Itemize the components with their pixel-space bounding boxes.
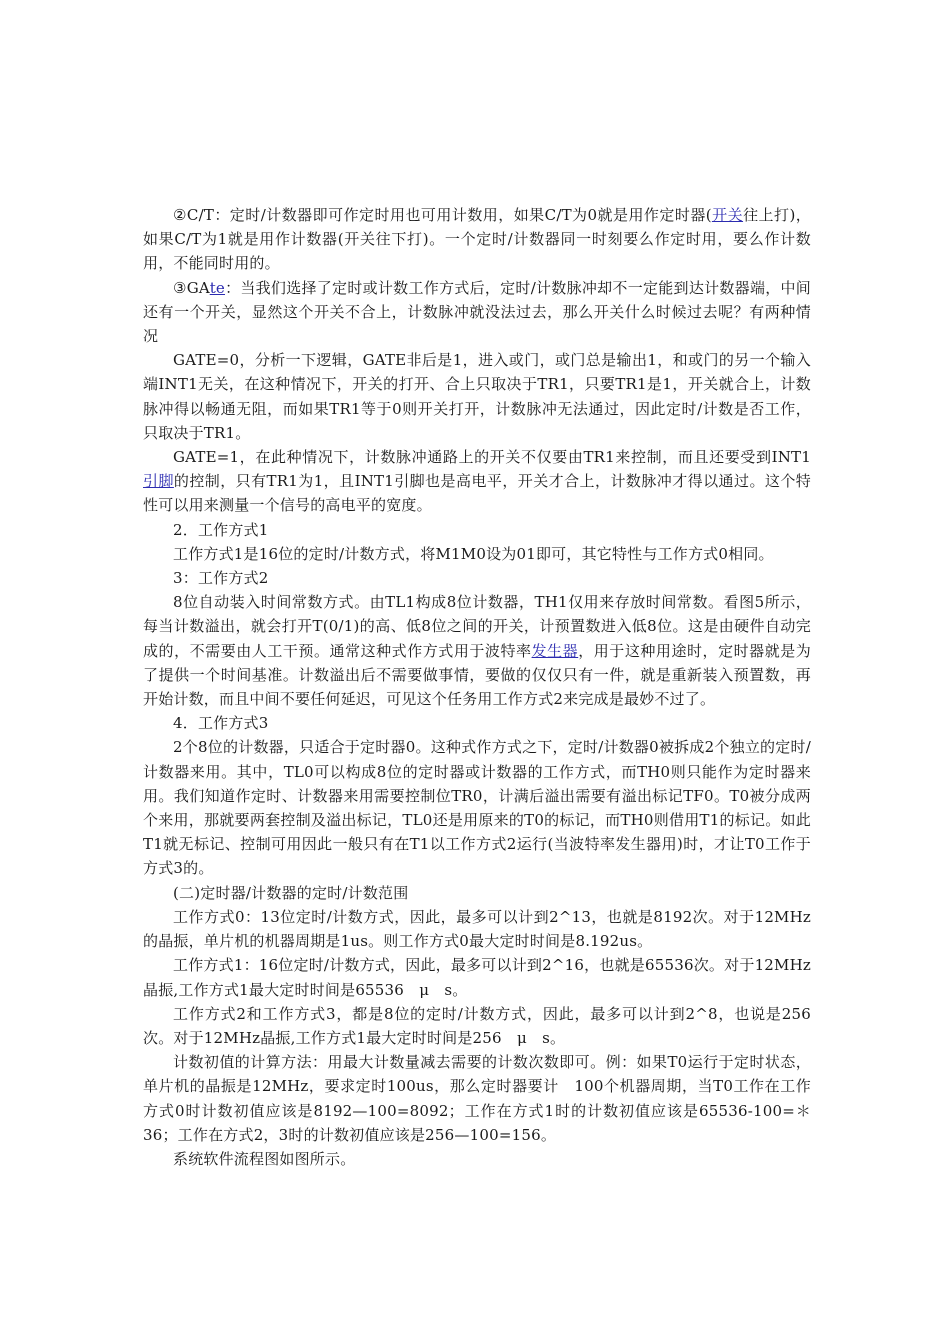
document-body	[143, 203, 811, 1171]
text-run: ：当我们选择了定时或计数工作方式后，定时/计数脉冲却不一定能到达计数器端，中间还有一个开关，显然这个开关不合上，计数脉冲就没法过去，那么开关什么时候过去呢？有两种情况	[143, 278, 811, 346]
text-run: (二)定时器/计数器的定时/计数范围	[173, 883, 409, 902]
text-run: 工作方式0：13位定时/计数方式，因此，最多可以计到2^13，也就是8192次。对于12MHz的晶振，单片机的机器周期是1us。则工作方式0最大定时时间是8.192us。	[143, 907, 811, 951]
text-run: GATE=0，分析一下逻辑，GATE非后是1，进入或门，或门总是输出1，和或门的另一个输入端INT1无关，在这种情况下，开关的打开、合上只取决于TR1，只要TR1是1，开关就合上，计数脉冲得以畅通无阻，而如果TR1等于0则开关打开，计数脉冲无法通过，因此定时/计数是否工作，只取决于TR1。	[143, 351, 811, 442]
text-run: 工作方式1是16位的定时/计数方式，将M1M0设为01即可，其它特性与工作方式0相同。	[173, 544, 774, 563]
text-run: 8位自动装入时间常数方式。由TL1构成8位计数器，TH1仅用来存放时间常数。看图5所示，每当计数溢出，就会打开T(0/1)的高、低8位之间的开关，计预置数进入低8位。这是由硬件自动完成的，不需要由人工干预。通常这种式作方式用于波特率	[143, 593, 811, 660]
text-run: 3：工作方式2	[173, 569, 269, 588]
text-run: 工作方式2和工作方式3，都是8位的定时/计数方式，因此，最多可以计到2^8，也说是256次。对于12MHz晶振,工作方式1最大定时时间是256 μ s。	[143, 1004, 811, 1047]
paragraph	[143, 590, 811, 711]
section-heading	[143, 711, 811, 735]
text-run: 往上打)，如果C/T为1就是用作计数器(开关往下打)。一个定时/计数器同一时刻要么作定时用，要么作计数用，不能同时用的。	[143, 206, 811, 273]
text-run: 工作方式1：16位定时/计数方式，因此，最多可以计到2^16，也就是65536次。对于12MHz晶振,工作方式1最大定时时间是65536 μ s。	[143, 956, 811, 999]
paragraph	[143, 1002, 811, 1050]
paragraph	[143, 1050, 811, 1147]
text-run: 计数初值的计算方法：用最大计数量减去需要的计数次数即可。例：如果T0运行于定时状态，单片机的晶振是12MHz，要求定时100us，那么定时器要计 100个机器周期，当T0工作在工作方式0时计数初值应该是8192—100=8092；工作在方式1时的计数初值应该是65536-100=＊36；工作在方式2，3时的计数初值应该是256—100=156。	[143, 1053, 811, 1144]
hyperlink-gate[interactable]: te	[209, 278, 225, 297]
section-heading	[143, 518, 811, 542]
paragraph	[143, 735, 811, 880]
section-heading	[143, 881, 811, 905]
text-run: 2个8位的计数器，只适合于定时器0。这种式作方式之下，定时/计数器0被拆成2个独立的定时/计数器来用。其中，TL0可以构成8位的定时器或计数器的工作方式，而TH0则只能作为定时器来用。我们知道作定时、计数器来用需要控制位TR0，计满后溢出需要有溢出标记TF0。T0被分成两个来用，那就要两套控制及溢出标记，TL0还是用原来的T0的标记，而TH0则借用T1的标记。如此T1就无标记、控制可用因此一般只有在T1以工作方式2运行(当波特率发生器用)时，才让T0工作于方式3的。	[143, 738, 811, 878]
text-run: 4．工作方式3	[173, 714, 269, 733]
paragraph	[143, 905, 811, 953]
text-run: ③GA	[173, 278, 210, 297]
hyperlink-fashengqi[interactable]: 发生器	[531, 641, 579, 660]
paragraph	[143, 445, 811, 518]
text-run: GATE=1，在此种情况下，计数脉冲通路上的开关不仅要由TR1来控制，而且还要受到INT1	[173, 448, 811, 467]
text-run: 系统软件流程图如图所示。	[173, 1149, 356, 1168]
paragraph	[143, 1147, 811, 1171]
paragraph	[143, 276, 811, 349]
hyperlink-kaiguan[interactable]: 开关	[711, 206, 744, 224]
section-heading	[143, 566, 811, 590]
text-run: 的控制，只有TR1为1，且INT1引脚也是高电平，开关才合上，计数脉冲才得以通过。这个特性可以用来测量一个信号的高电平的宽度。	[143, 472, 811, 515]
hyperlink-yinjiao[interactable]: 引脚	[143, 472, 174, 491]
text-run: 2．工作方式1	[173, 520, 269, 539]
paragraph	[143, 203, 811, 276]
paragraph	[143, 348, 811, 445]
paragraph	[143, 542, 811, 566]
text-run: ②C/T：定时/计数器即可作定时用也可用计数用，如果C/T为0就是用作定时器(	[173, 206, 712, 224]
text-run: ，用于这种用途时，定时器就是为了提供一个时间基准。计数溢出后不需要做事情，要做的仅仅只有一件，就是重新装入预置数，再开始计数，而且中间不要任何延迟，可见这个任务用工作方式2来完成是最妙不过了。	[143, 641, 811, 709]
paragraph	[143, 953, 811, 1001]
